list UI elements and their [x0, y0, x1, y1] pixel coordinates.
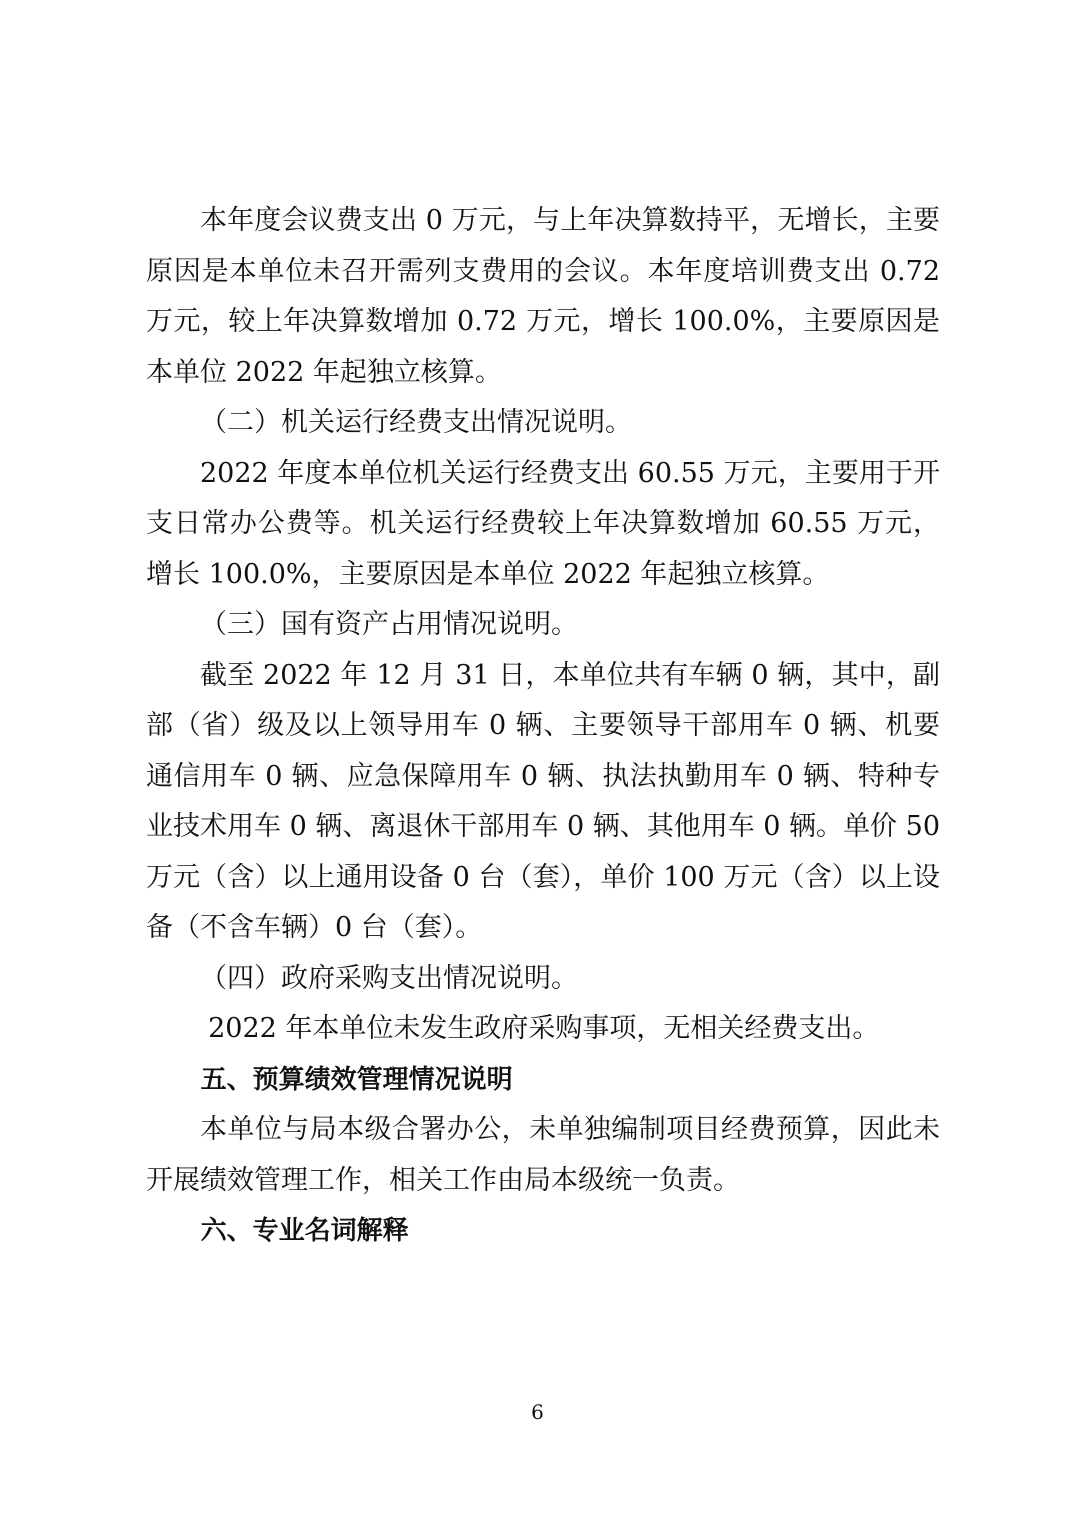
document-page	[146, 196, 940, 1257]
paragraph-budget-performance: 本单位与局本级合署办公，未单独编制项目经费预算，因此未开展绩效管理工作，相关工作由局本级统一负责。	[146, 1114, 940, 1196]
paragraph-meeting-training-fees: 本年度会议费支出 0 万元，与上年决算数持平，无增长，主要原因是本单位未召开需列支费用的会议。本年度培训费支出 0.72 万元，较上年决算数增加 0.72 万元，增长 100.0%，主要原因是本单位 2022 年起独立核算。	[146, 205, 940, 388]
subheading-government-procurement: （四）政府采购支出情况说明。	[200, 962, 578, 994]
paragraph-state-assets: 截至 2022 年 12 月 31 日，本单位共有车辆 0 辆，其中，副部（省）级及以上领导用车 0 辆、主要领导干部用车 0 辆、机要通信用车 0 辆、应急保障用车 0 辆、执法执勤用车 0 辆、特种专业技术用车 0 辆、离退休干部用车 0 辆、其他用车 0 辆。单价 50 万元（含）以上通用设备 0 台（套），单价 100 万元（含）以上设备（不含车辆）0 台（套）。	[146, 659, 940, 943]
page-number: 6	[531, 1400, 544, 1424]
paragraph-government-procurement: 2022 年本单位未发生政府采购事项，无相关经费支出。	[208, 1013, 880, 1044]
subheading-state-assets: （三）国有资产占用情况说明。	[200, 609, 578, 640]
paragraph-operating-expenses: 2022 年度本单位机关运行经费支出 60.55 万元，主要用于开支日常办公费等。机关运行经费较上年决算数增加 60.55 万元，增长 100.0%，主要原因是本单位 2022 年起独立核算。	[146, 457, 940, 590]
subheading-operating-expenses: （二）机关运行经费支出情况说明。	[200, 407, 632, 438]
heading-terminology: 六、专业名词解释	[200, 1216, 409, 1246]
heading-budget-performance: 五、预算绩效管理情况说明	[200, 1064, 513, 1095]
